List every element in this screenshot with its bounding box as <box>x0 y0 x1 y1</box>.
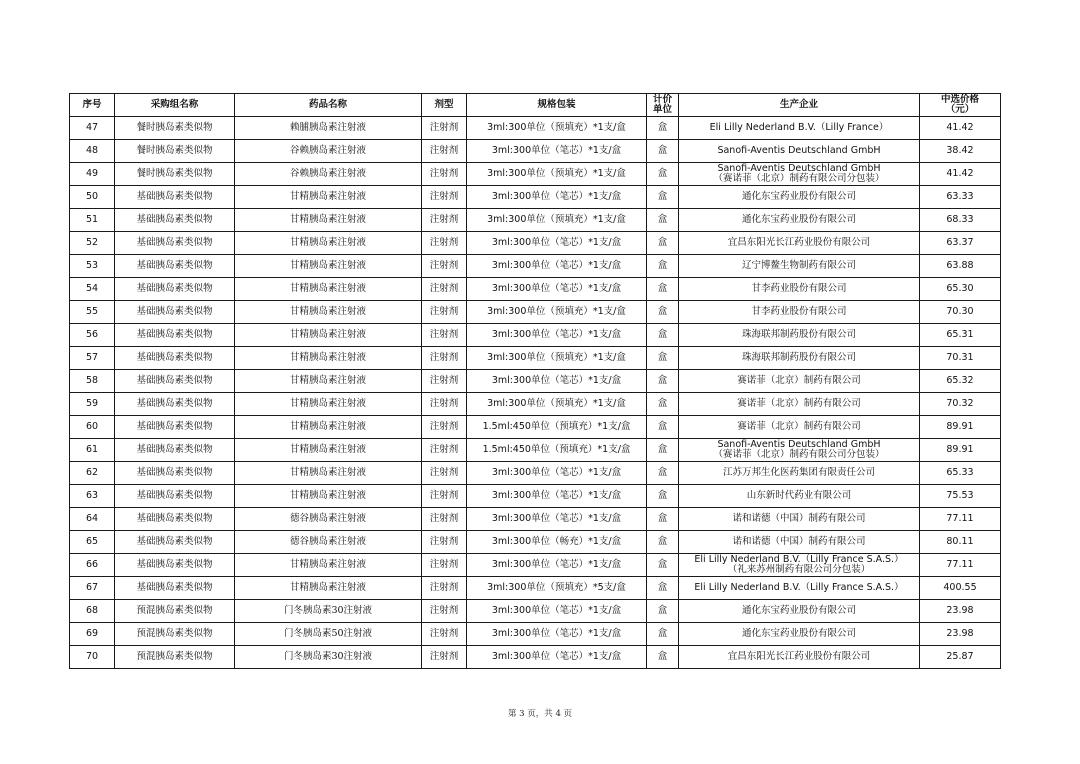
cell-dosage-form: 注射剂 <box>422 600 467 623</box>
cell-procurement-group: 基础胰岛素类似物 <box>115 416 235 439</box>
cell-drug-name: 甘精胰岛素注射液 <box>235 232 422 255</box>
cell-procurement-group: 基础胰岛素类似物 <box>115 554 235 577</box>
cell-selected-price: 400.55 <box>920 577 1001 600</box>
manufacturer-line: 通化东宝药业股份有限公司 <box>741 214 856 225</box>
manufacturer-line: 赛诺菲（北京）制药有限公司 <box>737 375 861 386</box>
cell-manufacturer <box>679 577 920 600</box>
cell-pricing-unit: 盒 <box>647 140 679 163</box>
cell-dosage-form: 注射剂 <box>422 186 467 209</box>
cell-dosage-form: 注射剂 <box>422 393 467 416</box>
cell-procurement-group: 基础胰岛素类似物 <box>115 301 235 324</box>
cell-spec-packaging: 3ml:300单位（笔芯）*1支/盒 <box>467 140 647 163</box>
cell-selected-price: 68.33 <box>920 209 1001 232</box>
table-row <box>70 186 1001 209</box>
header-spec-packaging: 规格包装 <box>467 94 647 117</box>
cell-dosage-form: 注射剂 <box>422 209 467 232</box>
cell-manufacturer <box>679 209 920 232</box>
cell-selected-price: 65.31 <box>920 324 1001 347</box>
cell-manufacturer <box>679 370 920 393</box>
cell-drug-name: 甘精胰岛素注射液 <box>235 485 422 508</box>
header-selected-price <box>920 94 1001 117</box>
header-selected-price-line1: 中选价格 <box>940 94 979 105</box>
cell-procurement-group: 基础胰岛素类似物 <box>115 209 235 232</box>
cell-selected-price: 65.33 <box>920 462 1001 485</box>
cell-drug-name: 甘精胰岛素注射液 <box>235 462 422 485</box>
cell-index: 52 <box>70 232 115 255</box>
table-row <box>70 278 1001 301</box>
cell-selected-price: 63.37 <box>920 232 1001 255</box>
cell-selected-price: 63.33 <box>920 186 1001 209</box>
cell-dosage-form: 注射剂 <box>422 140 467 163</box>
cell-pricing-unit: 盒 <box>647 232 679 255</box>
page-footer: 第 3 页，共 4 页 <box>507 709 573 719</box>
cell-selected-price: 41.42 <box>920 163 1001 186</box>
table-body <box>70 117 1001 669</box>
header-procurement-group: 采购组名称 <box>115 94 235 117</box>
cell-pricing-unit: 盒 <box>647 209 679 232</box>
cell-procurement-group: 基础胰岛素类似物 <box>115 462 235 485</box>
cell-selected-price: 65.32 <box>920 370 1001 393</box>
manufacturer-line: （赛诺菲（北京）制药有限公司分包装） <box>713 449 885 460</box>
cell-pricing-unit: 盒 <box>647 416 679 439</box>
cell-pricing-unit: 盒 <box>647 531 679 554</box>
cell-pricing-unit: 盒 <box>647 439 679 462</box>
manufacturer-line: 珠海联邦制药股份有限公司 <box>741 352 856 363</box>
cell-procurement-group: 基础胰岛素类似物 <box>115 508 235 531</box>
cell-index: 47 <box>70 117 115 140</box>
cell-selected-price: 23.98 <box>920 623 1001 646</box>
cell-drug-name: 门冬胰岛素30注射液 <box>235 646 422 669</box>
cell-manufacturer <box>679 301 920 324</box>
manufacturer-line: （赛诺菲（北京）制药有限公司分包装） <box>713 173 885 184</box>
cell-procurement-group: 基础胰岛素类似物 <box>115 278 235 301</box>
cell-spec-packaging: 3ml:300单位（笔芯）*1支/盒 <box>467 646 647 669</box>
manufacturer-line: 宜昌东阳光长江药业股份有限公司 <box>727 651 871 662</box>
cell-procurement-group: 预混胰岛素类似物 <box>115 646 235 669</box>
cell-dosage-form: 注射剂 <box>422 324 467 347</box>
cell-manufacturer <box>679 485 920 508</box>
manufacturer-line: 通化东宝药业股份有限公司 <box>741 191 856 202</box>
cell-pricing-unit: 盒 <box>647 278 679 301</box>
cell-procurement-group: 基础胰岛素类似物 <box>115 324 235 347</box>
cell-drug-name: 甘精胰岛素注射液 <box>235 347 422 370</box>
cell-dosage-form: 注射剂 <box>422 646 467 669</box>
cell-drug-name: 赖脯胰岛素注射液 <box>235 117 422 140</box>
manufacturer-line: 江苏万邦生化医药集团有限责任公司 <box>722 467 875 478</box>
table-header-row <box>70 94 1001 117</box>
cell-procurement-group: 基础胰岛素类似物 <box>115 232 235 255</box>
cell-pricing-unit: 盒 <box>647 347 679 370</box>
header-drug-name: 药品名称 <box>235 94 422 117</box>
cell-dosage-form: 注射剂 <box>422 508 467 531</box>
cell-dosage-form: 注射剂 <box>422 347 467 370</box>
cell-procurement-group: 餐时胰岛素类似物 <box>115 117 235 140</box>
cell-drug-name: 德谷胰岛素注射液 <box>235 531 422 554</box>
manufacturer-line: 赛诺菲（北京）制药有限公司 <box>737 398 861 409</box>
cell-spec-packaging: 3ml:300单位（预填充）*1支/盒 <box>467 209 647 232</box>
cell-index: 56 <box>70 324 115 347</box>
cell-index: 68 <box>70 600 115 623</box>
cell-procurement-group: 餐时胰岛素类似物 <box>115 140 235 163</box>
cell-procurement-group: 基础胰岛素类似物 <box>115 393 235 416</box>
table-row <box>70 508 1001 531</box>
table-row <box>70 600 1001 623</box>
cell-procurement-group: 基础胰岛素类似物 <box>115 439 235 462</box>
cell-drug-name: 谷赖胰岛素注射液 <box>235 163 422 186</box>
cell-dosage-form: 注射剂 <box>422 485 467 508</box>
table-row <box>70 416 1001 439</box>
cell-index: 49 <box>70 163 115 186</box>
table-row <box>70 324 1001 347</box>
cell-pricing-unit: 盒 <box>647 508 679 531</box>
cell-pricing-unit: 盒 <box>647 324 679 347</box>
cell-drug-name: 门冬胰岛素50注射液 <box>235 623 422 646</box>
cell-spec-packaging: 3ml:300单位（预填充）*1支/盒 <box>467 393 647 416</box>
cell-drug-name: 甘精胰岛素注射液 <box>235 554 422 577</box>
cell-procurement-group: 预混胰岛素类似物 <box>115 600 235 623</box>
cell-procurement-group: 基础胰岛素类似物 <box>115 347 235 370</box>
cell-index: 48 <box>70 140 115 163</box>
table-row <box>70 623 1001 646</box>
cell-index: 59 <box>70 393 115 416</box>
cell-selected-price: 63.88 <box>920 255 1001 278</box>
cell-index: 60 <box>70 416 115 439</box>
cell-spec-packaging: 3ml:300单位（笔芯）*1支/盒 <box>467 462 647 485</box>
cell-spec-packaging: 1.5ml:450单位（预填充）*1支/盒 <box>467 439 647 462</box>
cell-spec-packaging: 3ml:300单位（畅充）*1支/盒 <box>467 531 647 554</box>
manufacturer-line: Eli Lilly Nederland B.V.（Lilly France） <box>709 122 889 133</box>
cell-selected-price: 77.11 <box>920 554 1001 577</box>
cell-dosage-form: 注射剂 <box>422 370 467 393</box>
cell-selected-price: 80.11 <box>920 531 1001 554</box>
cell-dosage-form: 注射剂 <box>422 232 467 255</box>
cell-index: 58 <box>70 370 115 393</box>
cell-selected-price: 70.30 <box>920 301 1001 324</box>
cell-manufacturer <box>679 393 920 416</box>
cell-procurement-group: 餐时胰岛素类似物 <box>115 163 235 186</box>
manufacturer-line: 通化东宝药业股份有限公司 <box>741 605 856 616</box>
manufacturer-line: 诺和诺德（中国）制药有限公司 <box>732 536 866 547</box>
cell-manufacturer <box>679 324 920 347</box>
cell-selected-price: 77.11 <box>920 508 1001 531</box>
cell-drug-name: 甘精胰岛素注射液 <box>235 186 422 209</box>
cell-dosage-form: 注射剂 <box>422 577 467 600</box>
cell-selected-price: 70.32 <box>920 393 1001 416</box>
cell-spec-packaging: 3ml:300单位（预填充）*5支/盒 <box>467 577 647 600</box>
cell-manufacturer <box>679 163 920 186</box>
cell-procurement-group: 基础胰岛素类似物 <box>115 485 235 508</box>
manufacturer-line: 甘李药业股份有限公司 <box>751 283 847 294</box>
cell-manufacturer <box>679 416 920 439</box>
cell-manufacturer <box>679 117 920 140</box>
manufacturer-line: 山东新时代药业有限公司 <box>746 490 852 501</box>
cell-selected-price: 75.53 <box>920 485 1001 508</box>
cell-procurement-group: 基础胰岛素类似物 <box>115 255 235 278</box>
manufacturer-line: 辽宁博鳌生物制药有限公司 <box>741 260 856 271</box>
cell-selected-price: 89.91 <box>920 416 1001 439</box>
header-pricing-unit <box>647 94 679 117</box>
manufacturer-line: 通化东宝药业股份有限公司 <box>741 628 856 639</box>
cell-drug-name: 德谷胰岛素注射液 <box>235 508 422 531</box>
cell-pricing-unit: 盒 <box>647 370 679 393</box>
cell-drug-name: 甘精胰岛素注射液 <box>235 439 422 462</box>
cell-manufacturer <box>679 554 920 577</box>
cell-spec-packaging: 3ml:300单位（预填充）*1支/盒 <box>467 301 647 324</box>
cell-manufacturer <box>679 531 920 554</box>
table-row <box>70 370 1001 393</box>
cell-manufacturer <box>679 232 920 255</box>
table-row <box>70 393 1001 416</box>
drug-price-table <box>69 93 1001 669</box>
cell-index: 63 <box>70 485 115 508</box>
cell-dosage-form: 注射剂 <box>422 623 467 646</box>
cell-drug-name: 甘精胰岛素注射液 <box>235 209 422 232</box>
cell-dosage-form: 注射剂 <box>422 462 467 485</box>
cell-selected-price: 38.42 <box>920 140 1001 163</box>
cell-spec-packaging: 3ml:300单位（笔芯）*1支/盒 <box>467 600 647 623</box>
table-row <box>70 117 1001 140</box>
cell-index: 65 <box>70 531 115 554</box>
cell-index: 66 <box>70 554 115 577</box>
cell-index: 62 <box>70 462 115 485</box>
cell-dosage-form: 注射剂 <box>422 554 467 577</box>
cell-spec-packaging: 3ml:300单位（笔芯）*1支/盒 <box>467 370 647 393</box>
cell-pricing-unit: 盒 <box>647 255 679 278</box>
cell-pricing-unit: 盒 <box>647 462 679 485</box>
header-manufacturer: 生产企业 <box>679 94 920 117</box>
cell-drug-name: 甘精胰岛素注射液 <box>235 577 422 600</box>
cell-pricing-unit: 盒 <box>647 163 679 186</box>
table-row <box>70 140 1001 163</box>
manufacturer-line: 甘李药业股份有限公司 <box>751 306 847 317</box>
cell-dosage-form: 注射剂 <box>422 301 467 324</box>
cell-selected-price: 23.98 <box>920 600 1001 623</box>
cell-spec-packaging: 3ml:300单位（笔芯）*1支/盒 <box>467 508 647 531</box>
cell-dosage-form: 注射剂 <box>422 416 467 439</box>
cell-drug-name: 甘精胰岛素注射液 <box>235 278 422 301</box>
header-index: 序号 <box>70 94 115 117</box>
cell-spec-packaging: 3ml:300单位（预填充）*1支/盒 <box>467 163 647 186</box>
cell-index: 64 <box>70 508 115 531</box>
cell-index: 53 <box>70 255 115 278</box>
cell-spec-packaging: 3ml:300单位（笔芯）*1支/盒 <box>467 554 647 577</box>
table-row <box>70 163 1001 186</box>
cell-index: 55 <box>70 301 115 324</box>
cell-pricing-unit: 盒 <box>647 600 679 623</box>
cell-manufacturer <box>679 140 920 163</box>
table-row <box>70 347 1001 370</box>
cell-manufacturer <box>679 278 920 301</box>
manufacturer-line: 诺和诺德（中国）制药有限公司 <box>732 513 866 524</box>
cell-index: 61 <box>70 439 115 462</box>
cell-manufacturer <box>679 347 920 370</box>
table-row <box>70 554 1001 577</box>
cell-spec-packaging: 3ml:300单位（笔芯）*1支/盒 <box>467 186 647 209</box>
cell-drug-name: 甘精胰岛素注射液 <box>235 416 422 439</box>
cell-procurement-group: 基础胰岛素类似物 <box>115 577 235 600</box>
cell-procurement-group: 基础胰岛素类似物 <box>115 531 235 554</box>
cell-drug-name: 甘精胰岛素注射液 <box>235 370 422 393</box>
cell-selected-price: 70.31 <box>920 347 1001 370</box>
cell-pricing-unit: 盒 <box>647 393 679 416</box>
cell-pricing-unit: 盒 <box>647 485 679 508</box>
table-row <box>70 646 1001 669</box>
cell-pricing-unit: 盒 <box>647 577 679 600</box>
manufacturer-line: Sanofi-Aventis Deutschland GmbH <box>717 439 881 450</box>
manufacturer-line: 赛诺菲（北京）制药有限公司 <box>737 421 861 432</box>
cell-drug-name: 甘精胰岛素注射液 <box>235 301 422 324</box>
cell-manufacturer <box>679 462 920 485</box>
cell-index: 50 <box>70 186 115 209</box>
cell-dosage-form: 注射剂 <box>422 278 467 301</box>
cell-index: 67 <box>70 577 115 600</box>
cell-drug-name: 甘精胰岛素注射液 <box>235 393 422 416</box>
cell-manufacturer <box>679 600 920 623</box>
cell-spec-packaging: 3ml:300单位（预填充）*1支/盒 <box>467 347 647 370</box>
cell-selected-price: 41.42 <box>920 117 1001 140</box>
cell-spec-packaging: 3ml:300单位（笔芯）*1支/盒 <box>467 278 647 301</box>
manufacturer-line: Sanofi-Aventis Deutschland GmbH <box>717 163 881 174</box>
manufacturer-line: （礼来苏州制药有限公司分包装） <box>727 564 871 575</box>
cell-pricing-unit: 盒 <box>647 117 679 140</box>
header-pricing-unit-line2: 单位 <box>652 104 672 115</box>
cell-spec-packaging: 3ml:300单位（预填充）*1支/盒 <box>467 117 647 140</box>
table-row <box>70 301 1001 324</box>
cell-dosage-form: 注射剂 <box>422 531 467 554</box>
cell-spec-packaging: 3ml:300单位（笔芯）*1支/盒 <box>467 232 647 255</box>
cell-drug-name: 甘精胰岛素注射液 <box>235 324 422 347</box>
cell-spec-packaging: 1.5ml:450单位（预填充）*1支/盒 <box>467 416 647 439</box>
cell-selected-price: 65.30 <box>920 278 1001 301</box>
cell-dosage-form: 注射剂 <box>422 163 467 186</box>
cell-manufacturer <box>679 186 920 209</box>
table-row <box>70 531 1001 554</box>
cell-spec-packaging: 3ml:300单位（笔芯）*1支/盒 <box>467 255 647 278</box>
header-pricing-unit-line1: 计价 <box>652 94 672 105</box>
cell-index: 54 <box>70 278 115 301</box>
cell-manufacturer <box>679 439 920 462</box>
manufacturer-line: 宜昌东阳光长江药业股份有限公司 <box>727 237 871 248</box>
cell-index: 70 <box>70 646 115 669</box>
cell-drug-name: 谷赖胰岛素注射液 <box>235 140 422 163</box>
manufacturer-line: Sanofi-Aventis Deutschland GmbH <box>717 145 881 156</box>
table-row <box>70 485 1001 508</box>
manufacturer-line: Eli Lilly Nederland B.V.（Lilly France S.A.S.） <box>694 582 904 593</box>
header-selected-price-line2: （元） <box>945 104 975 115</box>
table-row <box>70 232 1001 255</box>
cell-manufacturer <box>679 646 920 669</box>
table-row <box>70 255 1001 278</box>
cell-pricing-unit: 盒 <box>647 186 679 209</box>
cell-spec-packaging: 3ml:300单位（笔芯）*1支/盒 <box>467 485 647 508</box>
cell-selected-price: 89.91 <box>920 439 1001 462</box>
cell-procurement-group: 预混胰岛素类似物 <box>115 623 235 646</box>
cell-procurement-group: 基础胰岛素类似物 <box>115 186 235 209</box>
cell-dosage-form: 注射剂 <box>422 117 467 140</box>
cell-manufacturer <box>679 623 920 646</box>
cell-index: 57 <box>70 347 115 370</box>
manufacturer-line: Eli Lilly Nederland B.V.（Lilly France S.A.S.） <box>694 554 904 565</box>
header-dosage-form: 剂型 <box>422 94 467 117</box>
table-row <box>70 209 1001 232</box>
cell-pricing-unit: 盒 <box>647 623 679 646</box>
cell-spec-packaging: 3ml:300单位（笔芯）*1支/盒 <box>467 324 647 347</box>
cell-pricing-unit: 盒 <box>647 301 679 324</box>
cell-spec-packaging: 3ml:300单位（笔芯）*1支/盒 <box>467 623 647 646</box>
cell-drug-name: 甘精胰岛素注射液 <box>235 255 422 278</box>
cell-procurement-group: 基础胰岛素类似物 <box>115 370 235 393</box>
manufacturer-line: 珠海联邦制药股份有限公司 <box>741 329 856 340</box>
cell-manufacturer <box>679 255 920 278</box>
cell-drug-name: 门冬胰岛素30注射液 <box>235 600 422 623</box>
cell-pricing-unit: 盒 <box>647 646 679 669</box>
cell-pricing-unit: 盒 <box>647 554 679 577</box>
table-row <box>70 462 1001 485</box>
cell-index: 69 <box>70 623 115 646</box>
cell-dosage-form: 注射剂 <box>422 439 467 462</box>
cell-dosage-form: 注射剂 <box>422 255 467 278</box>
table-row <box>70 577 1001 600</box>
table-row <box>70 439 1001 462</box>
cell-index: 51 <box>70 209 115 232</box>
cell-manufacturer <box>679 508 920 531</box>
cell-selected-price: 25.87 <box>920 646 1001 669</box>
